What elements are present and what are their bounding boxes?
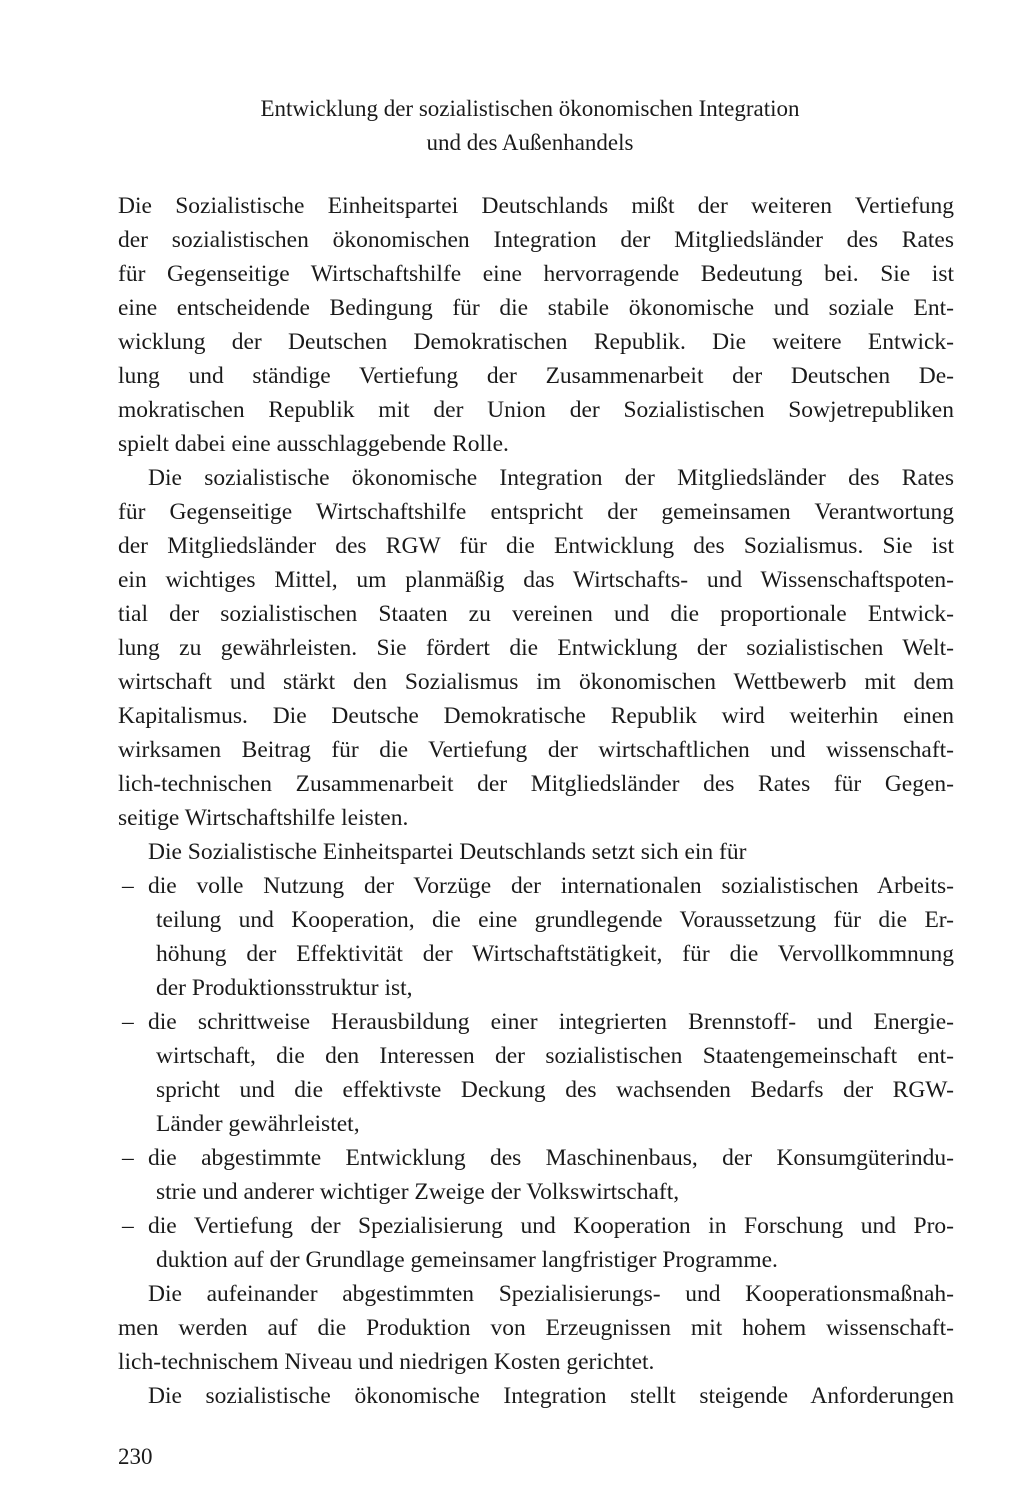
text-line: Die sozialistische ökonomische Integration der Mitgliedsländer des Rates	[148, 465, 954, 491]
text-line: lung und ständige Vertiefung der Zusammenarbeit der Deutschen De-	[118, 363, 954, 389]
text-line: Die aufeinander abgestimmten Spezialisierungs- und Kooperationsmaßnah-	[148, 1281, 954, 1307]
section-heading-line-2: und des Außenhandels	[426, 130, 634, 155]
list-item-line: die schrittweise Herausbildung einer integrierten Brennstoff- und Energie-	[148, 1009, 954, 1035]
list-item-line: Länder gewährleistet,	[156, 1111, 360, 1137]
text-line: Kapitalismus. Die Deutsche Demokratische Republik wird weiterhin einen	[118, 703, 954, 729]
text-line: wirksamen Beitrag für die Vertiefung der wirtschaftlichen und wissenschaft-	[118, 737, 954, 763]
text-line: Die Sozialistische Einheitspartei Deutschlands mißt der weiteren Vertiefung	[118, 193, 954, 219]
text-line: seitige Wirtschaftshilfe leisten.	[118, 805, 409, 831]
list-item-line: duktion auf der Grundlage gemeinsamer langfristiger Programme.	[156, 1247, 778, 1273]
text-line: spielt dabei eine ausschlaggebende Rolle.	[118, 431, 509, 457]
list-item-line: die Vertiefung der Spezialisierung und Kooperation in Forschung und Pro-	[148, 1213, 954, 1239]
text-line: lich-technischen Zusammenarbeit der Mitgliedsländer des Rates für Gegen-	[118, 771, 954, 797]
list-item-line: teilung und Kooperation, die eine grundlegende Voraussetzung für die Er-	[156, 907, 954, 933]
text-line: für Gegenseitige Wirtschaftshilfe eine hervorragende Bedeutung bei. Sie ist	[118, 261, 954, 287]
list-item-line: wirtschaft, die den Interessen der sozialistischen Staatengemeinschaft ent-	[156, 1043, 954, 1069]
text-line: mokratischen Republik mit der Union der Sozialistischen Sowjetrepubliken	[118, 397, 954, 423]
text-line: eine entscheidende Bedingung für die stabile ökonomische und soziale Ent-	[118, 295, 954, 321]
page-number: 230	[118, 1444, 153, 1469]
list-item-line: höhung der Effektivität der Wirtschaftstätigkeit, für die Vervollkommnung	[156, 941, 954, 967]
section-heading-line-1: Entwicklung der sozialistischen ökonomischen Integration	[260, 96, 800, 121]
text-line: ein wichtiges Mittel, um planmäßig das Wirtschafts- und Wissenschaftspoten-	[118, 567, 954, 593]
list-item-line: strie und anderer wichtiger Zweige der Volkswirtschaft,	[156, 1179, 680, 1205]
list-dash: –	[122, 1145, 134, 1171]
text-line: Die Sozialistische Einheitspartei Deutschlands setzt sich ein für	[148, 839, 747, 865]
list-dash: –	[122, 1213, 134, 1239]
text-line: lung zu gewährleisten. Sie fördert die Entwicklung der sozialistischen Welt-	[118, 635, 954, 661]
text-line: der Mitgliedsländer des RGW für die Entwicklung des Sozialismus. Sie ist	[118, 533, 954, 559]
list-item-line: spricht und die effektivste Deckung des wachsenden Bedarfs der RGW-	[156, 1077, 954, 1103]
text-line: wicklung der Deutschen Demokratischen Republik. Die weitere Entwick-	[118, 329, 954, 355]
text-line: wirtschaft und stärkt den Sozialismus im ökonomischen Wettbewerb mit dem	[118, 669, 954, 695]
list-dash: –	[122, 873, 134, 899]
text-line: für Gegenseitige Wirtschaftshilfe entspricht der gemeinsamen Verantwortung	[118, 499, 954, 525]
text-line: men werden auf die Produktion von Erzeugnissen mit hohem wissenschaft-	[118, 1315, 954, 1341]
text-line: Die sozialistische ökonomische Integration stellt steigende Anforderungen	[148, 1383, 954, 1409]
list-dash: –	[122, 1009, 134, 1035]
text-line: tial der sozialistischen Staaten zu vereinen und die proportionale Entwick-	[118, 601, 954, 627]
list-item-line: der Produktionsstruktur ist,	[156, 975, 413, 1001]
text-line: der sozialistischen ökonomischen Integration der Mitgliedsländer des Rates	[118, 227, 954, 253]
list-item-line: die abgestimmte Entwicklung des Maschinenbaus, der Konsumgüterindu-	[148, 1145, 954, 1171]
text-line: lich-technischem Niveau und niedrigen Kosten gerichtet.	[118, 1349, 655, 1375]
list-item-line: die volle Nutzung der Vorzüge der internationalen sozialistischen Arbeits-	[148, 873, 954, 899]
